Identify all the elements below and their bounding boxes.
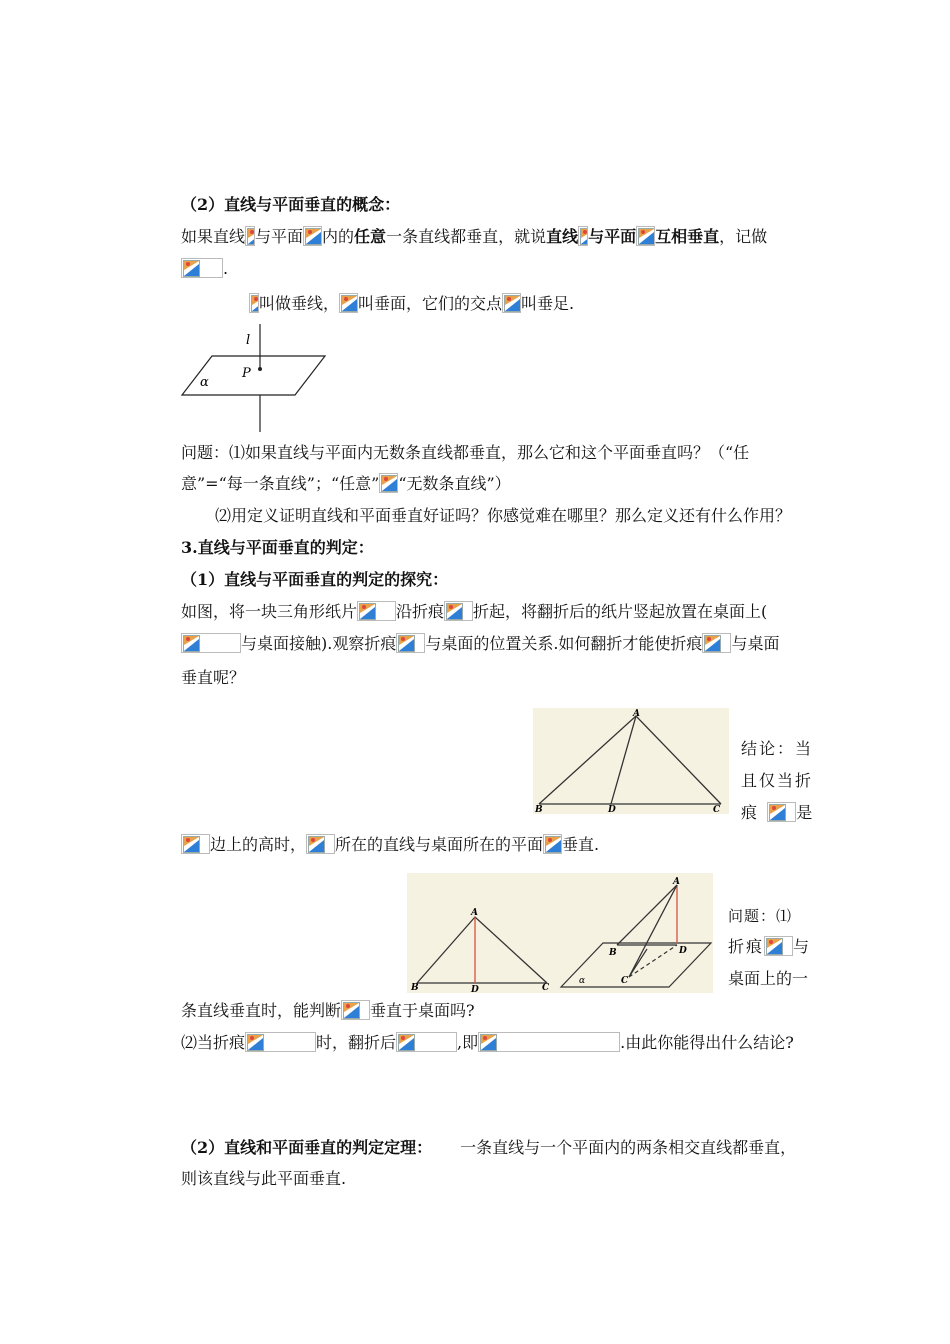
conclusion-right-3: 痕 是 bbox=[741, 803, 813, 822]
label-A-left: A bbox=[471, 908, 478, 918]
image-placeholder-icon bbox=[502, 293, 521, 313]
image-placeholder-icon bbox=[543, 834, 562, 854]
image-placeholder-icon bbox=[181, 258, 223, 278]
label-C-right: C bbox=[621, 976, 629, 986]
line-plane-figure bbox=[180, 322, 330, 434]
label-D: D bbox=[608, 805, 616, 814]
theorem-line-2: 则该直线与此平面垂直. bbox=[181, 1169, 347, 1188]
theorem-title: （2）直线和平面垂直的判定定理： bbox=[181, 1138, 433, 1157]
experiment-line-1: 如图，将一块三角形纸片 沿折痕 折起，将翻折后的纸片竖起放置在桌面上( bbox=[181, 602, 768, 621]
theorem-text: 一条直线与一个平面内的两条相交直线都垂直， bbox=[460, 1138, 797, 1157]
label-C-left: C bbox=[542, 983, 550, 993]
terms-line: 叫做垂线， 叫垂面，它们的交点 叫垂足. bbox=[249, 293, 574, 315]
label-alpha-right: α bbox=[579, 976, 586, 986]
conclusion-line: 边上的高时， 所在的直线与桌面所在的平面 垂直. bbox=[181, 834, 599, 856]
label-B: B bbox=[535, 805, 543, 814]
image-placeholder-icon bbox=[306, 834, 335, 854]
label-l: l bbox=[246, 333, 251, 348]
label-B-right: B bbox=[609, 948, 617, 958]
image-placeholder-icon bbox=[357, 601, 396, 621]
image-placeholder-icon bbox=[396, 1032, 457, 1052]
image-placeholder-icon bbox=[636, 226, 655, 246]
section-title-definition: （2）直线与平面垂直的概念： bbox=[181, 195, 401, 214]
experiment-line-2: 与桌面接触).观察折痕 与桌面的位置关系.如何翻折才能使折痕 与桌面 bbox=[181, 633, 779, 655]
label-A-right: A bbox=[673, 877, 680, 887]
label-B-left: B bbox=[411, 983, 419, 993]
label-D-left: D bbox=[471, 985, 479, 993]
image-placeholder-icon bbox=[249, 293, 259, 313]
question-2-right-2: 折痕 与 bbox=[728, 937, 812, 956]
label-C: C bbox=[713, 805, 721, 814]
definition-line-1: 如果直线 与平面 内的任意一条直线都垂直，就说直线 与平面 互相垂直，记做 bbox=[181, 227, 768, 246]
question-1-line-2: 意”=“每一条直线”；“任意” “无数条直线”） bbox=[181, 474, 511, 493]
folded-triangle-figure bbox=[407, 873, 713, 993]
label-D-right: D bbox=[679, 946, 687, 956]
image-placeholder-icon bbox=[444, 601, 473, 621]
question-2-line-2: ⑵当折痕 时，翻折后 ,即 .由此你能得出什么结论? bbox=[181, 1033, 794, 1052]
theorem-line-1 bbox=[181, 1137, 796, 1159]
image-placeholder-icon bbox=[767, 802, 796, 822]
label-alpha: α bbox=[200, 375, 209, 390]
image-placeholder-icon bbox=[341, 1000, 370, 1020]
experiment-line-3: 垂直呢？ bbox=[181, 668, 246, 687]
conclusion-right-2: 且仅当折 bbox=[741, 771, 814, 790]
triangle-fold-figure bbox=[533, 708, 729, 814]
question-2-line-1: 条直线垂直时，能判断 垂直于桌面吗? bbox=[181, 1001, 475, 1020]
question-1-line-1: 问题：⑴如果直线与平面内无数条直线都垂直，那么它和这个平面垂直吗？（“任 bbox=[181, 443, 750, 462]
image-placeholder-icon bbox=[379, 473, 398, 493]
image-placeholder-icon bbox=[702, 633, 731, 653]
question-2-right-3: 桌面上的一 bbox=[728, 969, 809, 988]
image-placeholder-icon bbox=[478, 1032, 620, 1052]
image-placeholder-icon bbox=[245, 226, 255, 246]
image-placeholder-icon bbox=[339, 293, 358, 313]
subsection-title-exploration: （1）直线与平面垂直的判定的探究： bbox=[181, 570, 449, 589]
question-2-right-1: 问题：⑴ bbox=[728, 907, 793, 925]
image-placeholder-icon bbox=[181, 633, 241, 653]
label-A: A bbox=[633, 709, 640, 719]
conclusion-right-1: 结论：当 bbox=[741, 739, 814, 758]
image-placeholder-icon bbox=[396, 633, 425, 653]
image-placeholder-icon bbox=[245, 1032, 316, 1052]
image-placeholder-icon bbox=[764, 936, 793, 956]
section-title-criterion: 3.直线与平面垂直的判定： bbox=[181, 538, 374, 557]
image-placeholder-icon bbox=[303, 226, 322, 246]
question-1-line-3: ⑵用定义证明直线和平面垂直好证吗？你感觉难在哪里？那么定义还有什么作用？ bbox=[215, 506, 792, 525]
definition-line-2: . bbox=[181, 258, 228, 280]
image-placeholder-icon bbox=[181, 834, 210, 854]
image-placeholder-icon bbox=[578, 226, 588, 246]
label-P: P bbox=[242, 366, 251, 381]
